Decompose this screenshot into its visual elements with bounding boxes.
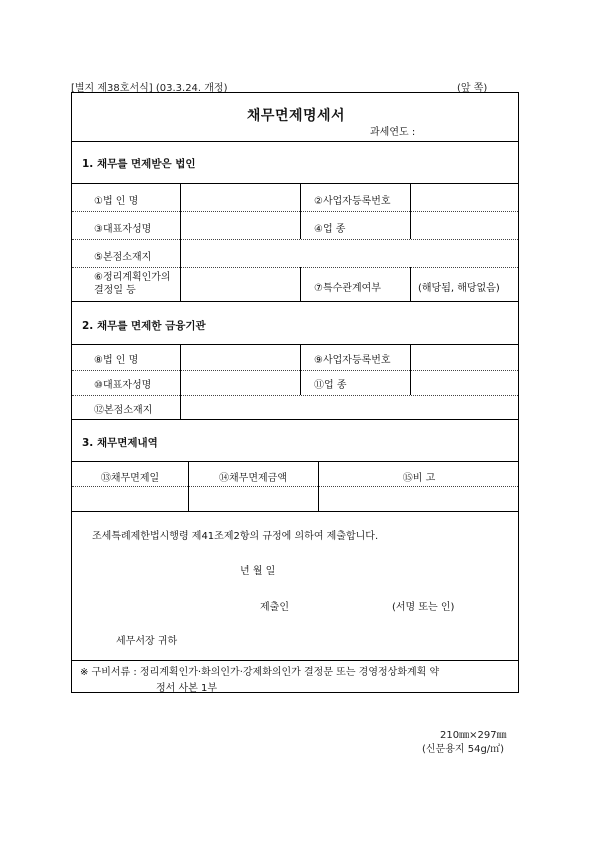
field-label: ⑨사업자등록번호 xyxy=(314,355,391,366)
field-label: ①법 인 명 xyxy=(94,196,139,207)
field-label: ④업 종 xyxy=(314,224,346,235)
field-label: ⑫본점소재지 xyxy=(94,405,153,416)
paper-type: (신문용지 54g/㎡) xyxy=(422,744,505,755)
field-label: ⑩대표자성명 xyxy=(94,380,152,391)
field-label: ③대표자성명 xyxy=(94,224,152,235)
divider xyxy=(72,183,518,184)
declaration-statement: 조세특례제한법시행령 제41조제2항의 규정에 의하여 제출합니다. xyxy=(92,531,379,542)
divider xyxy=(300,183,301,239)
divider xyxy=(72,141,518,142)
divider xyxy=(410,267,411,301)
divider xyxy=(72,486,518,487)
field-label: ⑥정리계획인가의 결정일 등 xyxy=(94,272,171,296)
divider xyxy=(72,211,518,212)
signature-label: (서명 또는 인) xyxy=(392,602,455,613)
paper-size: 210㎜×297㎜ xyxy=(440,730,507,741)
page-side-label: (앞 쪽) xyxy=(457,83,488,94)
field-label: ⑦특수관계여부 xyxy=(314,283,381,294)
field-label: ⑤본점소재지 xyxy=(94,252,152,263)
section-heading: 1. 채무를 면제받은 법인 xyxy=(82,158,196,170)
divider xyxy=(180,344,181,419)
submitter-label: 제출인 xyxy=(260,602,289,613)
column-header: ⑮비 고 xyxy=(402,473,436,484)
form-title: 채무면제명세서 xyxy=(246,108,346,124)
divider xyxy=(180,183,181,301)
date-line: 년 월 일 xyxy=(240,566,276,577)
field-label: ⑪업 종 xyxy=(314,380,347,391)
debt-exemption-form xyxy=(71,92,519,693)
divider xyxy=(72,267,518,268)
divider xyxy=(72,370,518,371)
tax-year-label: 과세연도 : xyxy=(370,127,416,138)
section-heading: 3. 채무면제내역 xyxy=(82,437,158,449)
divider xyxy=(72,239,518,240)
section-heading: 2. 채무를 면제한 금융기관 xyxy=(82,320,206,332)
divider xyxy=(410,183,411,239)
divider xyxy=(72,395,518,396)
column-header: ⑬채무면제일 xyxy=(100,473,160,484)
divider xyxy=(410,344,411,395)
field-label: ②사업자등록번호 xyxy=(314,196,391,207)
divider xyxy=(72,301,518,302)
required-documents-note-continued: 정서 사본 1부 xyxy=(156,683,218,694)
divider xyxy=(72,419,518,420)
addressee: 세무서장 귀하 xyxy=(116,636,178,647)
divider xyxy=(72,344,518,345)
divider xyxy=(72,660,518,661)
field-label: ⑧법 인 명 xyxy=(94,355,139,366)
related-status-value: (해당됨, 해당없음) xyxy=(418,283,500,294)
required-documents-note: ※ 구비서류 : 정리계획인가·화의인가·강제화의인가 결정문 또는 경영정상화계획 약 xyxy=(80,667,440,678)
form-reference: [별지 제38호서식] (03.3.24. 개정) xyxy=(71,83,228,94)
divider xyxy=(72,511,518,512)
column-header: ⑭채무면제금액 xyxy=(219,473,287,484)
divider xyxy=(300,267,301,301)
divider xyxy=(300,344,301,395)
divider xyxy=(72,461,518,462)
